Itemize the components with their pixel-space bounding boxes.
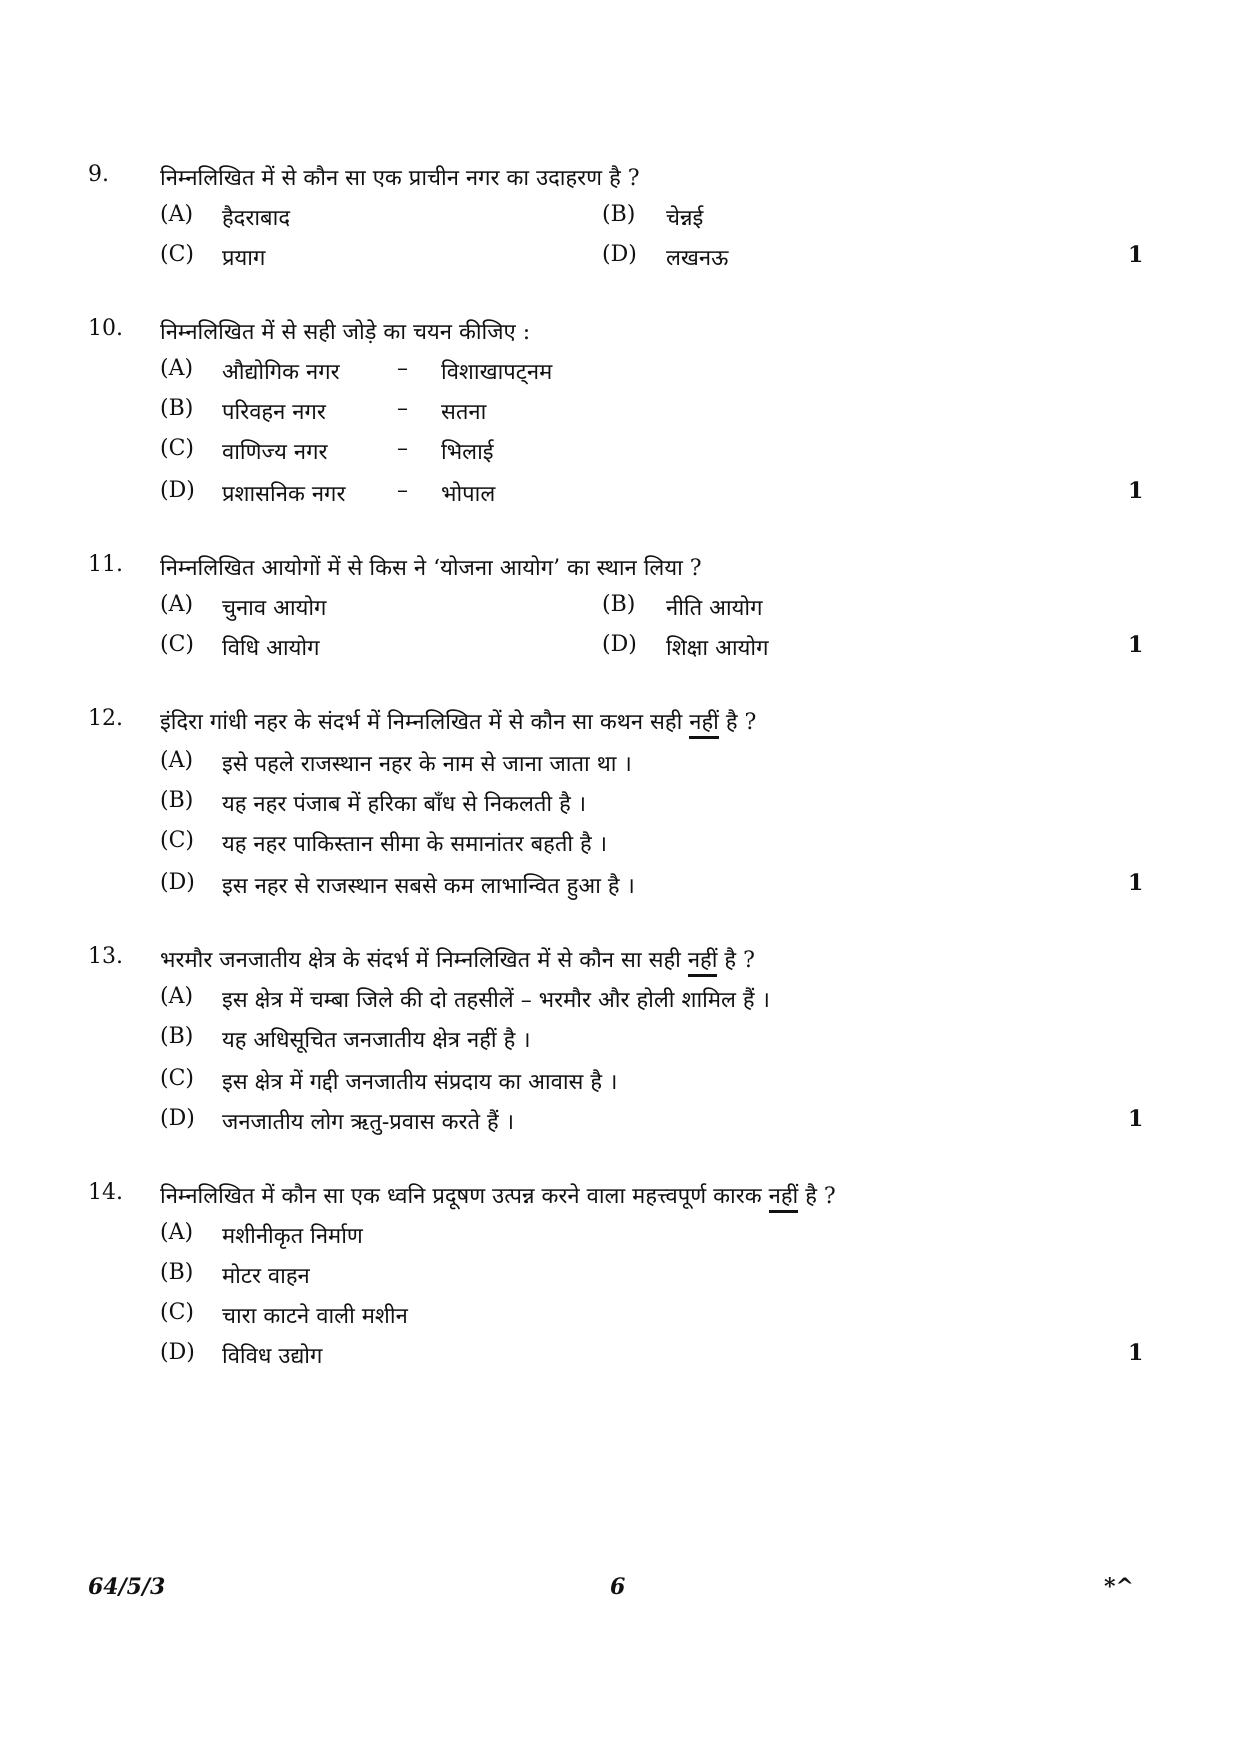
- option-text: मशीनीकृत निर्माण: [222, 1224, 363, 1249]
- marks: 1: [1128, 632, 1144, 658]
- option-text: नीति आयोग: [666, 596, 763, 621]
- option-text: चुनाव आयोग: [222, 596, 327, 621]
- option-text: विविध उद्योग: [222, 1344, 323, 1369]
- option-text: जनजातीय लोग ऋतु-प्रवास करते हैं ।: [222, 1110, 515, 1135]
- option-label: (B): [160, 1260, 194, 1285]
- question-stem: निम्नलिखित में से कौन सा एक प्राचीन नगर का उदाहरण है ?: [160, 166, 640, 191]
- option-text: यह नहर पाकिस्तान सीमा के समानांतर बहती है ।: [222, 832, 608, 857]
- option-label: (D): [602, 242, 637, 267]
- pair-right: भोपाल: [441, 482, 496, 507]
- stem-text: है ?: [717, 948, 755, 973]
- option-label: (B): [160, 1024, 194, 1049]
- option-label: (A): [160, 202, 194, 227]
- option-label: (C): [160, 242, 194, 267]
- pair-right: सतना: [441, 400, 487, 425]
- emphasis-not: नहीं: [688, 948, 718, 977]
- question-number: 9.: [88, 162, 109, 187]
- stem-text: है ?: [798, 1184, 836, 1209]
- pair-dash: –: [397, 478, 408, 503]
- option-label: (A): [160, 984, 194, 1009]
- question-number: 14.: [88, 1180, 123, 1205]
- pair-left: वाणिज्य नगर: [222, 440, 328, 465]
- pair-left: परिवहन नगर: [222, 400, 326, 425]
- option-text: इस क्षेत्र में चम्बा जिले की दो तहसीलें – भरमौर और होली शामिल हैं ।: [222, 988, 770, 1013]
- option-label: (D): [160, 1106, 195, 1131]
- pair-left: औद्योगिक नगर: [222, 360, 340, 385]
- paper-code: 64/5/3: [88, 1574, 166, 1600]
- option-text: यह अधिसूचित जनजातीय क्षेत्र नहीं है ।: [222, 1028, 531, 1053]
- option-text: चेन्नई: [666, 206, 704, 231]
- option-label: (B): [160, 788, 194, 813]
- option-text: चारा काटने वाली मशीन: [222, 1304, 408, 1329]
- emphasis-not: नहीं: [769, 1184, 799, 1213]
- option-text: इस क्षेत्र में गद्दी जनजातीय संप्रदाय का आवास है ।: [222, 1070, 618, 1095]
- stem-text: है ?: [718, 710, 757, 735]
- footer-symbol: *^: [1104, 1574, 1134, 1600]
- stem-text: भरमौर जनजातीय क्षेत्र के संदर्भ में निम्नलिखित में से कौन सा सही: [160, 948, 688, 973]
- option-label: (B): [160, 396, 194, 421]
- option-label: (B): [602, 202, 636, 227]
- option-label: (C): [160, 1300, 194, 1325]
- question-stem: निम्नलिखित आयोगों में से किस ने ‘योजना आयोग’ का स्थान लिया ?: [160, 556, 702, 581]
- option-label: (B): [602, 592, 636, 617]
- option-label: (D): [160, 1340, 195, 1365]
- option-text: लखनऊ: [666, 246, 729, 271]
- pair-dash: –: [397, 396, 408, 421]
- page-number: 6: [610, 1574, 626, 1600]
- option-label: (A): [160, 592, 194, 617]
- option-label: (D): [160, 870, 195, 895]
- pair-right: भिलाई: [441, 440, 494, 465]
- option-label: (C): [160, 632, 194, 657]
- option-text: इस नहर से राजस्थान सबसे कम लाभान्वित हुआ है ।: [222, 874, 635, 899]
- question-number: 13.: [88, 944, 123, 969]
- question-number: 11.: [88, 552, 123, 577]
- question-stem: निम्नलिखित में से सही जोड़े का चयन कीजिए :: [160, 320, 531, 345]
- question-stem: [160, 944, 755, 974]
- question-stem: [160, 1180, 836, 1210]
- pair-right: विशाखापट्नम: [441, 360, 553, 385]
- option-label: (A): [160, 1220, 194, 1245]
- marks: 1: [1128, 242, 1144, 268]
- question-number: 10.: [88, 316, 123, 341]
- stem-text: निम्नलिखित में कौन सा एक ध्वनि प्रदूषण उत्पन्न करने वाला महत्त्वपूर्ण कारक: [160, 1184, 769, 1209]
- marks: 1: [1128, 1340, 1144, 1366]
- option-label: (C): [160, 1066, 194, 1091]
- option-text: प्रयाग: [222, 246, 266, 271]
- option-text: यह नहर पंजाब में हरिका बाँध से निकलती है ।: [222, 792, 587, 817]
- pair-dash: –: [397, 356, 408, 381]
- stem-text: इंदिरा गांधी नहर के संदर्भ में निम्नलिखित में से कौन सा कथन सही: [160, 710, 690, 735]
- option-label: (A): [160, 356, 194, 381]
- option-label: (D): [602, 632, 637, 657]
- question-stem: [160, 706, 756, 736]
- marks: 1: [1128, 478, 1144, 504]
- option-label: (C): [160, 436, 194, 461]
- option-label: (C): [160, 828, 194, 853]
- option-text: विधि आयोग: [222, 636, 320, 661]
- option-text: हैदराबाद: [222, 206, 291, 231]
- option-label: (D): [160, 478, 195, 503]
- option-text: इसे पहले राजस्थान नहर के नाम से जाना जाता था ।: [222, 752, 632, 777]
- pair-dash: –: [397, 436, 408, 461]
- option-label: (A): [160, 748, 194, 773]
- option-text: मोटर वाहन: [222, 1264, 310, 1289]
- marks: 1: [1128, 870, 1144, 896]
- question-number: 12.: [88, 706, 123, 731]
- marks: 1: [1128, 1106, 1144, 1132]
- emphasis-not: नहीं: [689, 710, 719, 739]
- pair-left: प्रशासनिक नगर: [222, 482, 346, 507]
- option-text: शिक्षा आयोग: [666, 636, 769, 661]
